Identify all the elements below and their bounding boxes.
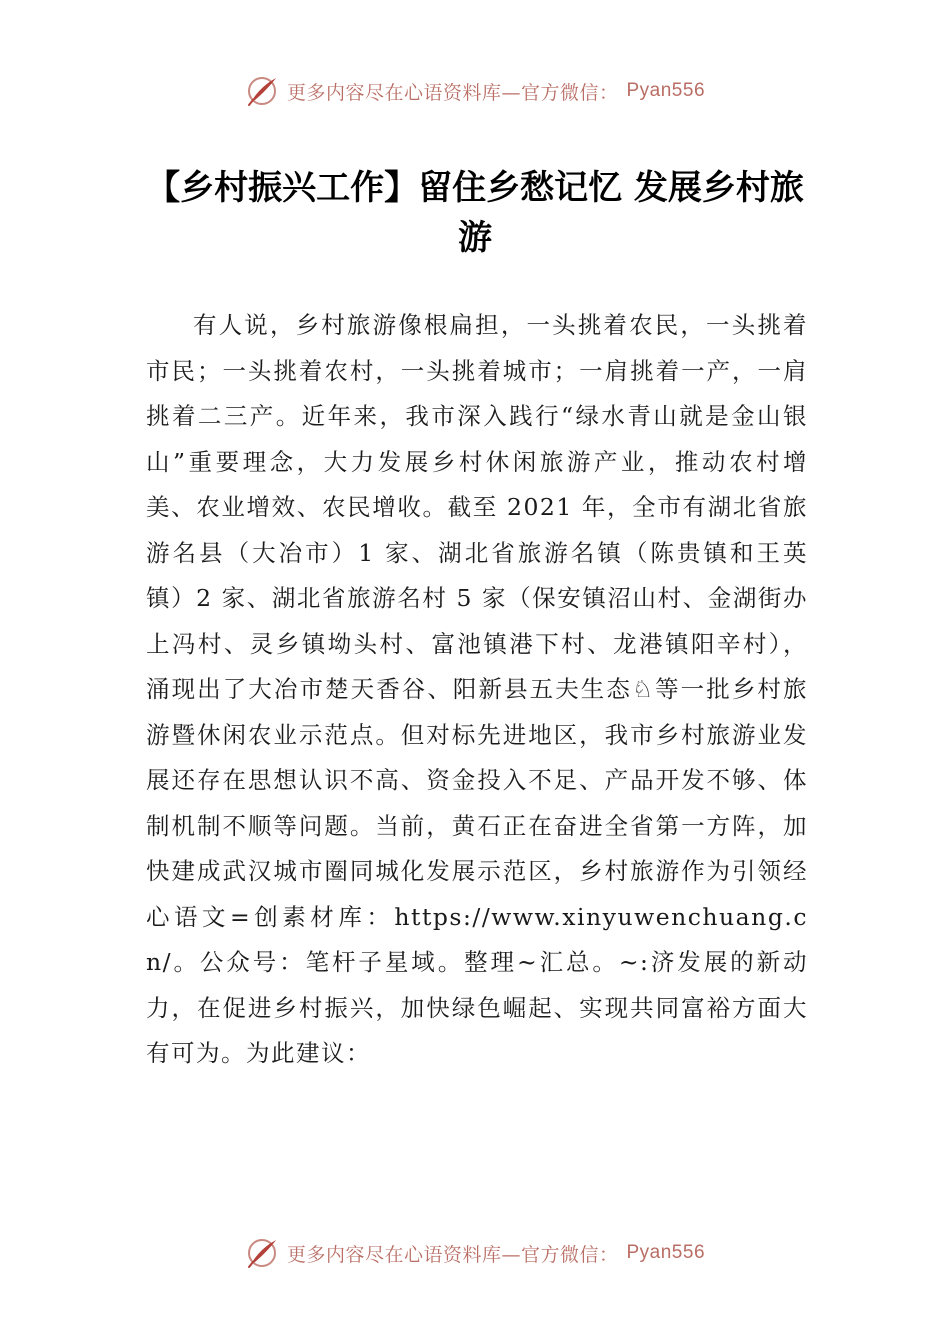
header-watermark	[0, 74, 950, 108]
body-paragraph: 有人说，乡村旅游像根扁担，一头挑着农民，一头挑着市民；一头挑着农村，一头挑着城市；一肩挑着一产，一肩挑着二三产。近年来，我市深入践行“绿水青山就是金山银山”重要理念，大力发展乡村休闲旅游产业，推动农村增美、农业增效、农民增收。截至 2021 年，全市有湖北省旅游名县（大冶市）1 家、湖北省旅游名镇（陈贵镇和王英镇）2 家、湖北省旅游名村 5 家（保安镇沼山村、金湖街办上冯村、灵乡镇坳头村、富池镇港下村、龙港镇阳辛村），涌现出了大冶市楚天香谷、阳新县五夫生态♘等一批乡村旅游暨休闲农业示范点。但对标先进地区，我市乡村旅游业发展还存在思想认识不高、资金投入不足、产品开发不够、体制机制不顺等问题。当前，黄石正在奋进全省第一方阵，加快建成武汉城市圈同城化发展示范区，乡村旅游作为引领经心语文=创素材库：https://www.xinyuwenchuang.cn/。公众号：笔杆子星域。整理~汇总。~:济发展的新动力，在促进乡村振兴，加快绿色崛起、实现共同富裕方面大有可为。为此建议：	[146, 311, 808, 1067]
footer-watermark	[0, 1236, 950, 1270]
page-title: 【乡村振兴工作】留住乡愁记忆 发展乡村旅游	[146, 168, 804, 258]
quill-logo-icon	[245, 1236, 279, 1270]
quill-logo-icon	[245, 74, 279, 108]
watermark-wechat-id: Pyan556	[626, 1242, 706, 1263]
watermark-text: 更多内容尽在心语资料库—官方微信：	[286, 81, 619, 104]
watermark-text: 更多内容尽在心语资料库—官方微信：	[286, 1243, 619, 1266]
watermark-wechat-id: Pyan556	[626, 80, 706, 101]
